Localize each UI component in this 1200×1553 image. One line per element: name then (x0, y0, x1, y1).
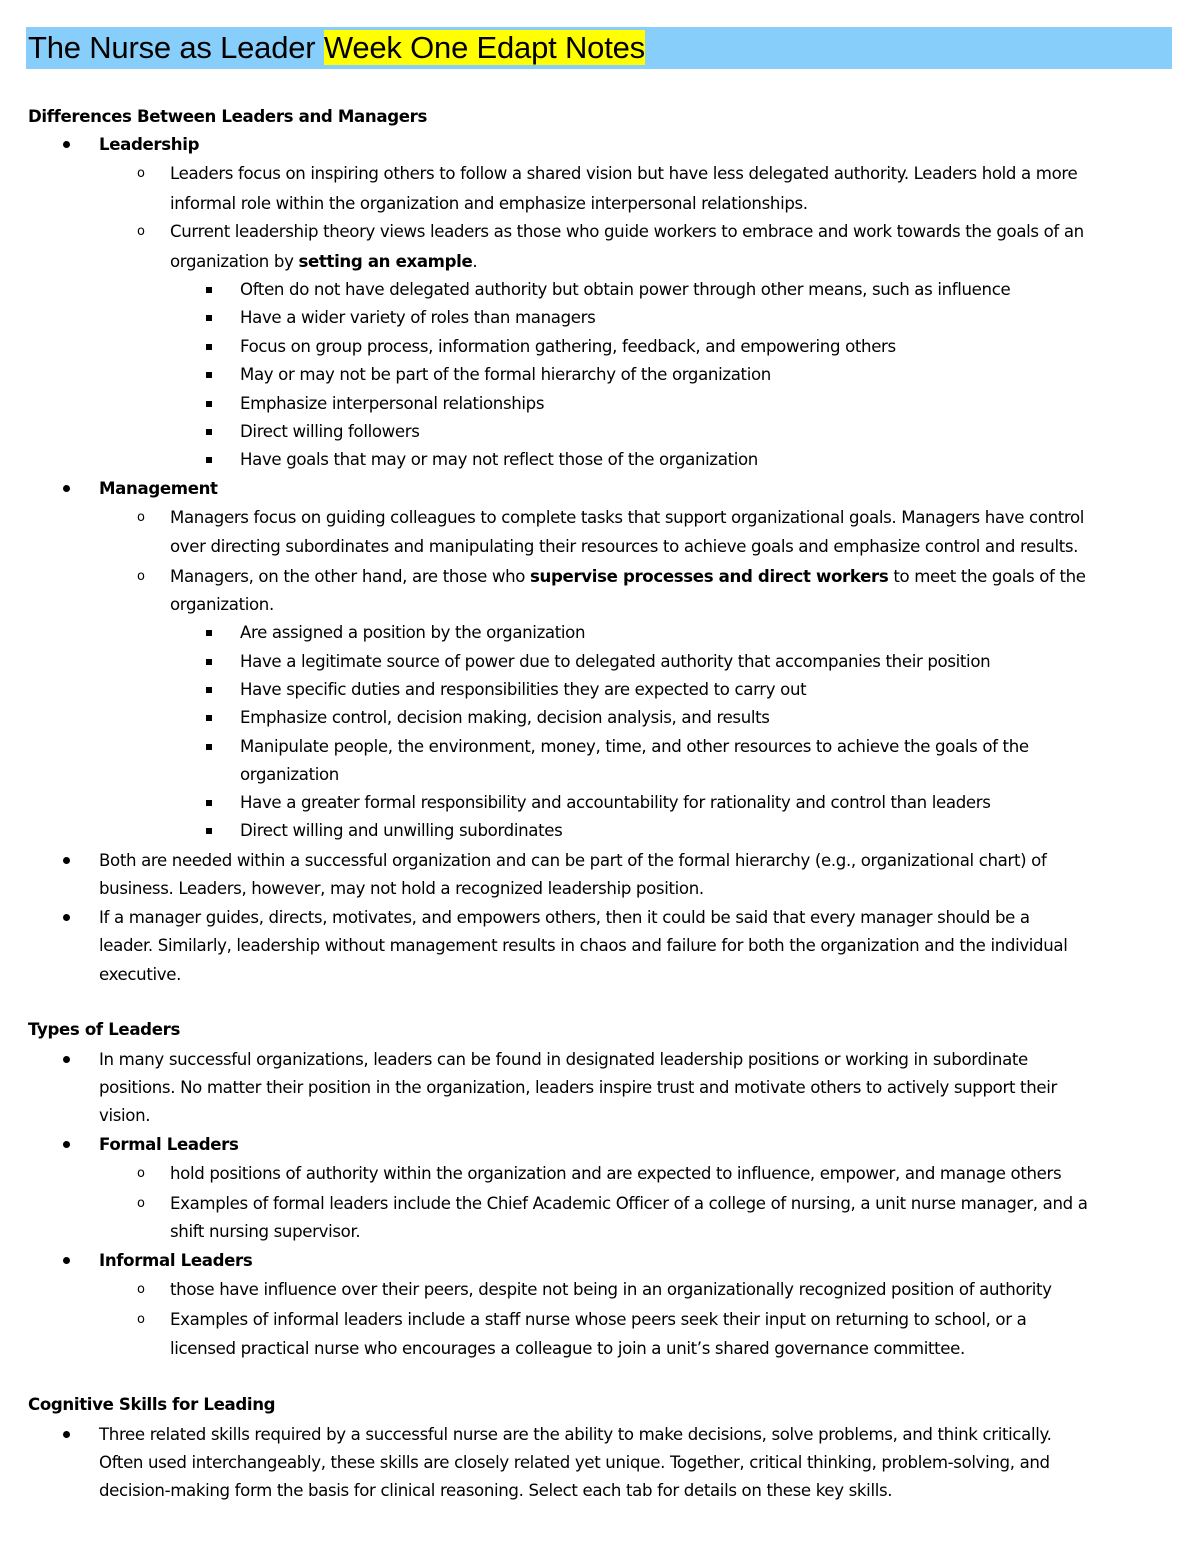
text-run: . (472, 252, 478, 271)
types-intro-line3: vision. (99, 1106, 151, 1125)
informal-sub2-line1: Examples of informal leaders include a staff nurse whose peers seek their input on returning to school, or a (170, 1310, 1027, 1329)
leadership-sub1-line1: Leaders focus on inspiring others to follow a shared vision but have less delegated authority. Leaders hold a more (170, 164, 1078, 183)
sub-marker: o (137, 569, 145, 584)
ifmanager-line1: If a manager guides, directs, motivates, and empowers others, then it could be said that every manager should be a (99, 908, 1030, 927)
square-bullet (206, 372, 212, 378)
bullet-dot (63, 485, 70, 492)
informal-sub1: those have influence over their peers, despite not being in an organizationally recognized position of authority (170, 1280, 1052, 1299)
square-bullet (206, 401, 212, 407)
square-bullet (206, 715, 212, 721)
list-item: Have a legitimate source of power due to delegated authority that accompanies their position (240, 652, 991, 671)
page-title (28, 29, 645, 67)
square-bullet (206, 287, 212, 293)
section-heading-types: Types of Leaders (28, 1020, 180, 1039)
section-heading-cognitive: Cognitive Skills for Leading (28, 1395, 276, 1414)
formal-leaders-label: Formal Leaders (99, 1135, 239, 1154)
sub-marker: o (137, 166, 145, 181)
bullet-dot (63, 914, 70, 921)
ifmanager-line3: executive. (99, 965, 181, 984)
title-highlight: Week One Edapt Notes (323, 30, 645, 65)
square-bullet (206, 800, 212, 806)
square-bullet (206, 828, 212, 834)
list-item: Often do not have delegated authority but obtain power through other means, such as influence (240, 280, 1011, 299)
bullet-dot (63, 1056, 70, 1063)
square-bullet (206, 687, 212, 693)
list-item: Have specific duties and responsibilities they are expected to carry out (240, 680, 807, 699)
management-sub1-line1: Managers focus on guiding colleagues to complete tasks that support organizational goals. Managers have control (170, 508, 1085, 527)
leadership-label: Leadership (99, 135, 200, 154)
sub-marker: o (137, 1312, 145, 1327)
square-bullet (206, 344, 212, 350)
cognitive-line3: decision-making form the basis for clinical reasoning. Select each tab for details on these key skills. (99, 1481, 893, 1500)
informal-sub2-line2: licensed practical nurse who encourages a colleague to join a unit’s shared governance committee. (170, 1339, 965, 1358)
list-item: Direct willing followers (240, 422, 420, 441)
emphasis-text: setting an example (298, 252, 473, 271)
cognitive-line2: Often used interchangeably, these skills are closely related yet unique. Together, critical thinking, problem-solving, and (99, 1453, 1050, 1472)
both-line2: business. Leaders, however, may not hold a recognized leadership position. (99, 879, 704, 898)
text-run: to meet the goals of the (888, 567, 1086, 586)
management-sub2-line2: organization. (170, 595, 274, 614)
types-intro-line1: In many successful organizations, leaders can be found in designated leadership positions or working in subordinate (99, 1050, 1028, 1069)
sub-marker: o (137, 1282, 145, 1297)
text-run: Managers, on the other hand, are those who (170, 567, 531, 586)
cognitive-line1: Three related skills required by a successful nurse are the ability to make decisions, solve problems, and think critically. (99, 1425, 1052, 1444)
bullet-dot (63, 857, 70, 864)
sub-marker: o (137, 1166, 145, 1181)
sub-marker: o (137, 510, 145, 525)
management-sub2-line1 (170, 566, 1086, 588)
list-item: Emphasize interpersonal relationships (240, 394, 545, 413)
list-item: Are assigned a position by the organization (240, 623, 586, 642)
square-bullet (206, 744, 212, 750)
bullet-dot (63, 141, 70, 148)
formal-sub1: hold positions of authority within the organization and are expected to influence, empower, and manage others (170, 1164, 1062, 1183)
square-bullet (206, 630, 212, 636)
bullet-dot (63, 1431, 70, 1438)
list-item: May or may not be part of the formal hierarchy of the organization (240, 365, 771, 384)
management-sub1-line2: over directing subordinates and manipulating their resources to achieve goals and emphasize control and results. (170, 537, 1079, 556)
leadership-sub1-line2: informal role within the organization and emphasize interpersonal relationships. (170, 194, 808, 213)
types-intro-line2: positions. No matter their position in the organization, leaders inspire trust and motivate others to actively support their (99, 1078, 1057, 1097)
square-bullet (206, 659, 212, 665)
sub-marker: o (137, 1196, 145, 1211)
list-item: Direct willing and unwilling subordinates (240, 821, 563, 840)
bullet-dot (63, 1257, 70, 1264)
square-bullet (206, 315, 212, 321)
ifmanager-line2: leader. Similarly, leadership without management results in chaos and failure for both the organization and the individual (99, 936, 1068, 955)
bullet-dot (63, 1141, 70, 1148)
text-run: organization by (170, 252, 299, 271)
list-item: Manipulate people, the environment, money, time, and other resources to achieve the goals of the (240, 737, 1029, 756)
both-line1: Both are needed within a successful organization and can be part of the formal hierarchy (e.g., organizational chart) of (99, 851, 1047, 870)
title-text: The Nurse as Leader (28, 30, 324, 65)
leadership-sub2-line2 (170, 251, 477, 273)
square-bullet (206, 457, 212, 463)
formal-sub2-line1: Examples of formal leaders include the Chief Academic Officer of a college of nursing, a unit nurse manager, and a (170, 1194, 1088, 1213)
square-bullet (206, 429, 212, 435)
list-item: Focus on group process, information gathering, feedback, and empowering others (240, 337, 896, 356)
section-heading-differences: Differences Between Leaders and Managers (28, 107, 427, 126)
list-item-continuation: organization (240, 765, 339, 784)
list-item: Have goals that may or may not reflect those of the organization (240, 450, 758, 469)
list-item: Have a greater formal responsibility and accountability for rationality and control than leaders (240, 793, 991, 812)
list-item: Emphasize control, decision making, decision analysis, and results (240, 708, 770, 727)
list-item: Have a wider variety of roles than managers (240, 308, 596, 327)
emphasis-text: supervise processes and direct workers (530, 567, 889, 586)
leadership-sub2-line1: Current leadership theory views leaders as those who guide workers to embrace and work towards the goals of an (170, 222, 1084, 241)
sub-marker: o (137, 224, 145, 239)
formal-sub2-line2: shift nursing supervisor. (170, 1222, 361, 1241)
management-label: Management (99, 479, 218, 498)
informal-leaders-label: Informal Leaders (99, 1251, 253, 1270)
